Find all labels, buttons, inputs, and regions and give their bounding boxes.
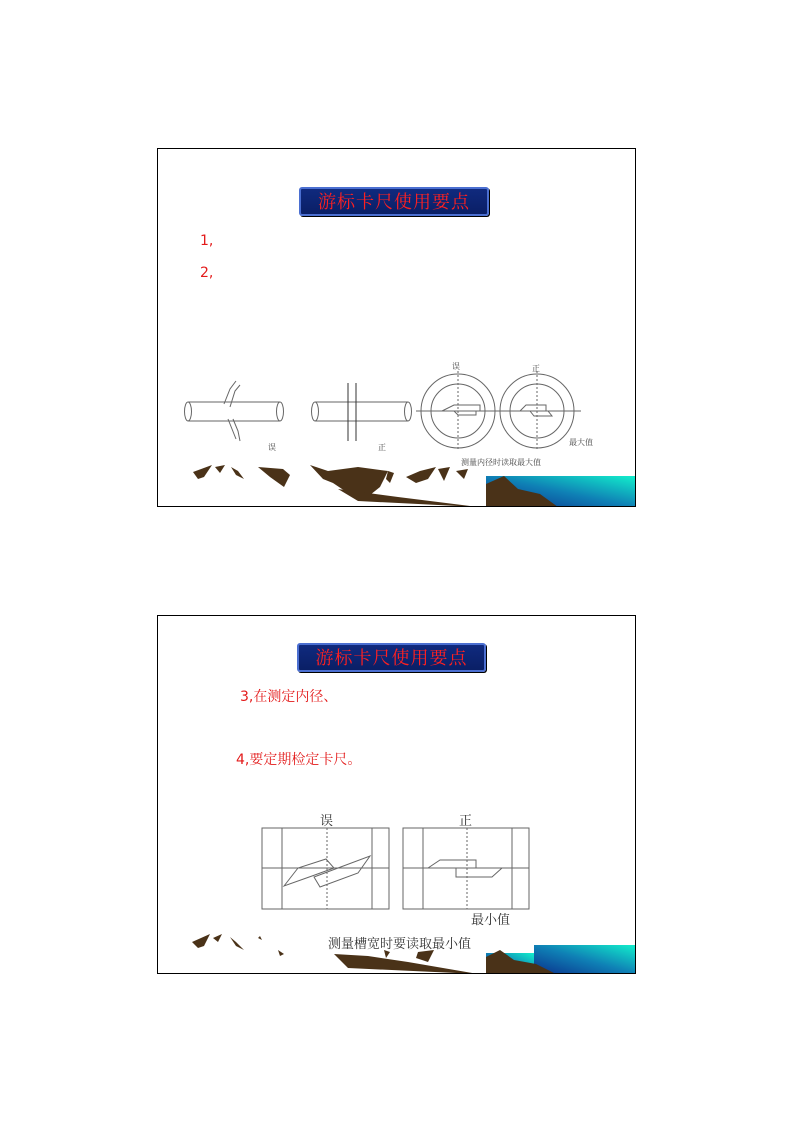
slide-title: 游标卡尺使用要点 — [299, 187, 489, 216]
list-item-3: 3,在测定内径、 — [240, 689, 338, 705]
slot-right-diagram — [403, 828, 529, 909]
decorative-brush-strokes — [193, 465, 478, 507]
list-item-4: 4,要定期检定卡尺。 — [236, 752, 362, 768]
diagram-caption: 测量内径时读取最大值 — [461, 458, 541, 467]
slide-2 — [157, 615, 636, 974]
label-max-value: 最大值 — [569, 438, 593, 447]
slot-wrong-diagram — [262, 828, 389, 909]
label-right: 正 — [459, 814, 473, 829]
label-right-circle: 正 — [532, 364, 540, 373]
label-wrong-circle: 误 — [452, 362, 460, 371]
list-item-1: 1, — [200, 233, 214, 249]
circle-wrong-diagram — [416, 371, 500, 449]
diagram-caption: 测量槽宽时要读取最小值 — [328, 937, 472, 952]
label-wrong-pipe: 误 — [268, 443, 276, 452]
label-wrong: 误 — [320, 814, 334, 829]
label-right-pipe: 正 — [378, 443, 386, 452]
slide-1 — [157, 148, 636, 507]
pipe-wrong-diagram — [185, 381, 284, 441]
list-item-2: 2, — [200, 265, 214, 281]
slide-title: 游标卡尺使用要点 — [297, 643, 486, 672]
corner-gradient-panel — [534, 945, 636, 974]
label-min-value: 最小值 — [471, 913, 511, 928]
pipe-right-diagram — [312, 383, 412, 441]
